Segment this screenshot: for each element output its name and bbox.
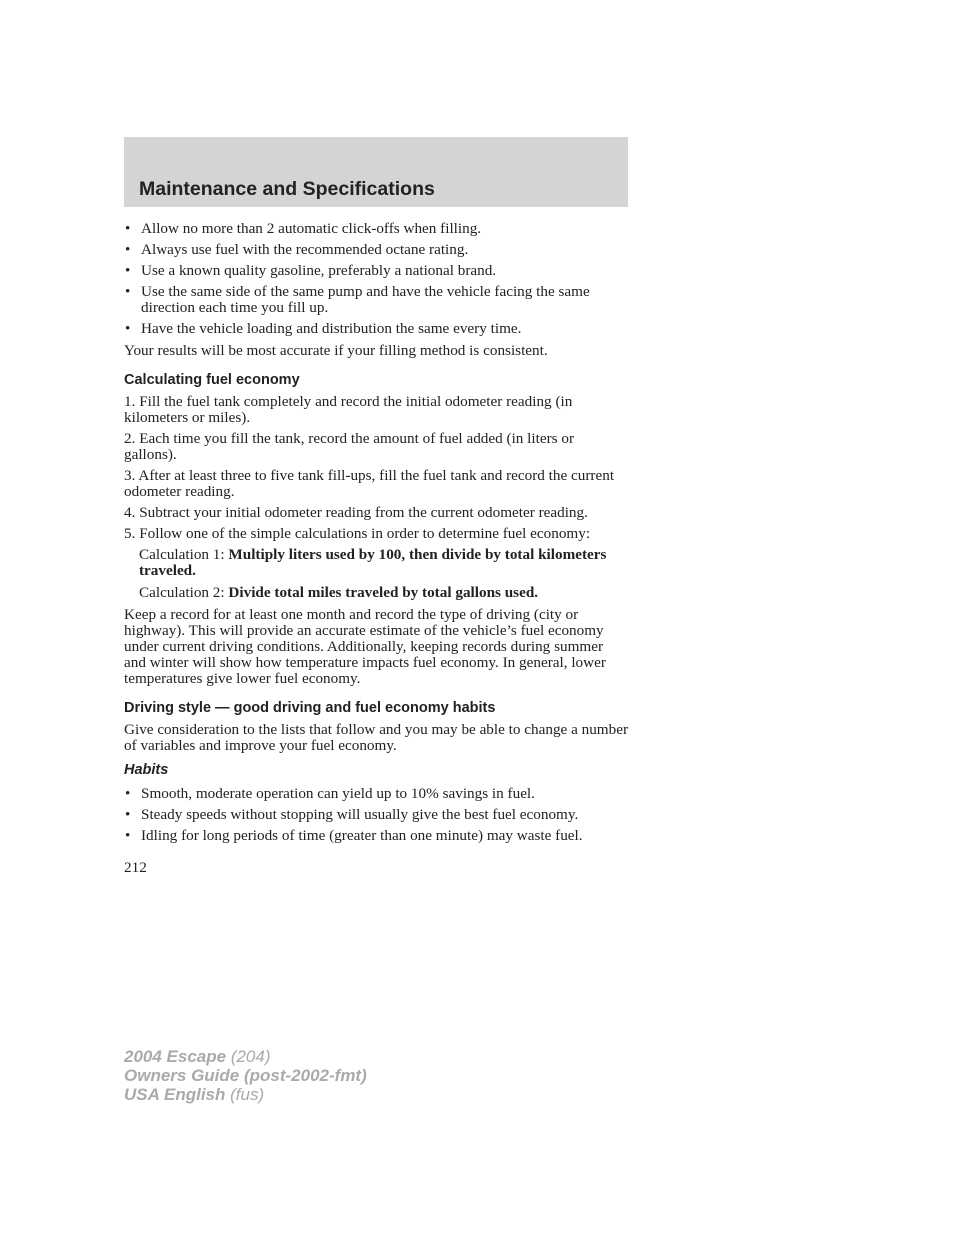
list-item: • Use a known quality gasoline, preferably a national brand.: [125, 262, 497, 279]
list-item: • Have the vehicle loading and distribution the same every time.: [125, 320, 522, 337]
page-number: 212: [124, 859, 147, 876]
calc-step: 5. Follow one of the simple calculations in order to determine fuel economy:: [124, 525, 591, 542]
bullet-icon: •: [125, 220, 131, 237]
driving-intro: Give consideration to the lists that follow and you may be able to change a number of variables and improve your fuel economy.: [124, 721, 629, 754]
list-item: • Smooth, moderate operation can yield up to 10% savings in fuel.: [125, 785, 535, 802]
calc-heading: Calculating fuel economy: [124, 372, 300, 388]
calc-step: 4. Subtract your initial odometer reading from the current odometer reading.: [124, 504, 588, 521]
page-title: Maintenance and Specifications: [139, 178, 435, 200]
bullet-icon: •: [125, 262, 131, 279]
footer-language: USA English (fus): [124, 1085, 265, 1104]
habits-heading: Habits: [124, 762, 169, 778]
calculation-1: Calculation 1: Multiply liters used by 100, then divide by total kilometers traveled.: [139, 546, 607, 579]
record-note: Keep a record for at least one month and record the type of driving (city or highway). This will provide an accurate estimate of the vehicle’s fuel economy under current driving conditions. Additionally, keeping records during summer and winter will show how temperature impacts fuel economy. In general, lower temperatures give lower fuel economy.: [124, 606, 606, 687]
bullet-icon: •: [125, 241, 131, 258]
bullet-icon: •: [125, 283, 131, 300]
list-item: • Steady speeds without stopping will usually give the best fuel economy.: [125, 806, 579, 823]
calc-step: 2. Each time you fill the tank, record the amount of fuel added (in liters or gallons).: [124, 430, 574, 463]
bullet-icon: •: [125, 320, 131, 337]
fill-tips-list: [124, 221, 628, 337]
list-item: • Always use fuel with the recommended octane rating.: [125, 241, 469, 258]
bullet-icon: •: [125, 827, 131, 844]
habits-list: [124, 786, 628, 844]
list-item: • Idling for long periods of time (greater than one minute) may waste fuel.: [125, 827, 583, 844]
accuracy-note: Your results will be most accurate if your filling method is consistent.: [124, 342, 548, 359]
list-item: • Allow no more than 2 automatic click-offs when filling.: [125, 220, 482, 237]
calc-step: 3. After at least three to five tank fill-ups, fill the fuel tank and record the current odometer reading.: [124, 467, 615, 500]
bullet-icon: •: [125, 806, 131, 823]
footer-guide: Owners Guide (post-2002-fmt): [124, 1066, 367, 1085]
list-item: • Use the same side of the same pump and have the vehicle facing the same direction each time you fill up.: [125, 283, 590, 316]
calculation-2: Calculation 2: Divide total miles traveled by total gallons used.: [139, 584, 539, 601]
page-content: [124, 221, 628, 876]
bullet-icon: •: [125, 785, 131, 802]
section-header-band: [124, 137, 628, 207]
calc-step: 1. Fill the fuel tank completely and record the initial odometer reading (in kilometers or miles).: [124, 393, 573, 426]
driving-heading: Driving style — good driving and fuel economy habits: [124, 700, 496, 716]
document-footer: [124, 1047, 367, 1104]
footer-model: 2004 Escape (204): [124, 1047, 271, 1066]
